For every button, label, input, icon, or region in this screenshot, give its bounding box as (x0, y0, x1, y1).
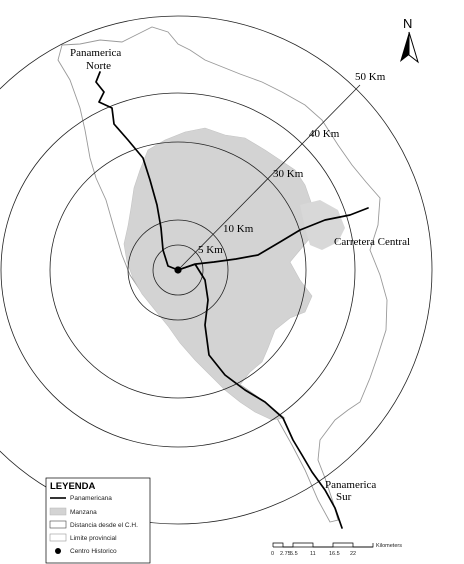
north-arrow-icon (400, 32, 418, 62)
north-letter: N (403, 16, 413, 31)
legend-item-centro: Centro Historico (70, 548, 117, 555)
legend-item-panamericana: Panamericana (70, 495, 112, 502)
ring-label-40km: 40 Km (309, 128, 340, 140)
legend-symbol-outline (50, 534, 66, 541)
label-panamerica-sur-2: Sur (336, 491, 352, 503)
legend-symbol-fill (50, 508, 66, 515)
ring-label-5km: 5 Km (198, 244, 223, 256)
legend-panel (46, 478, 150, 563)
label-carretera-central: Carretera Central (334, 236, 411, 248)
ring-label-30km: 30 Km (273, 168, 304, 180)
label-panamerica-sur-1: Panamerica (325, 479, 377, 491)
legend-symbol-dot (55, 548, 61, 554)
scale-tick-0: 0 (271, 551, 275, 557)
ring-label-10km: 10 Km (223, 223, 254, 235)
north-arrow (400, 16, 418, 62)
legend-symbol-ring (50, 521, 66, 528)
legend-item-limite: Limite provincial (70, 535, 117, 542)
legend-item-manzana: Manzana (70, 509, 97, 516)
scale-tick-1: 2.75 (280, 551, 291, 557)
scale-unit: Kilometers (376, 543, 402, 549)
scale-tick-4: 16.5 (329, 551, 340, 557)
centro-historico-dot (174, 266, 181, 273)
legend-item-distancia: Distancia desde el C.H. (70, 522, 138, 529)
scale-tick-5: 22 (350, 551, 357, 557)
label-panamerica-norte-1: Panamerica (70, 47, 122, 59)
scale-tick-2: 5.5 (290, 551, 298, 557)
label-panamerica-norte-2: Norte (86, 60, 112, 72)
scale-tick-3: 11 (310, 551, 316, 557)
scale-bar (271, 543, 402, 557)
legend-title: LEYENDA (50, 481, 96, 492)
ring-label-50km: 50 Km (355, 71, 386, 83)
